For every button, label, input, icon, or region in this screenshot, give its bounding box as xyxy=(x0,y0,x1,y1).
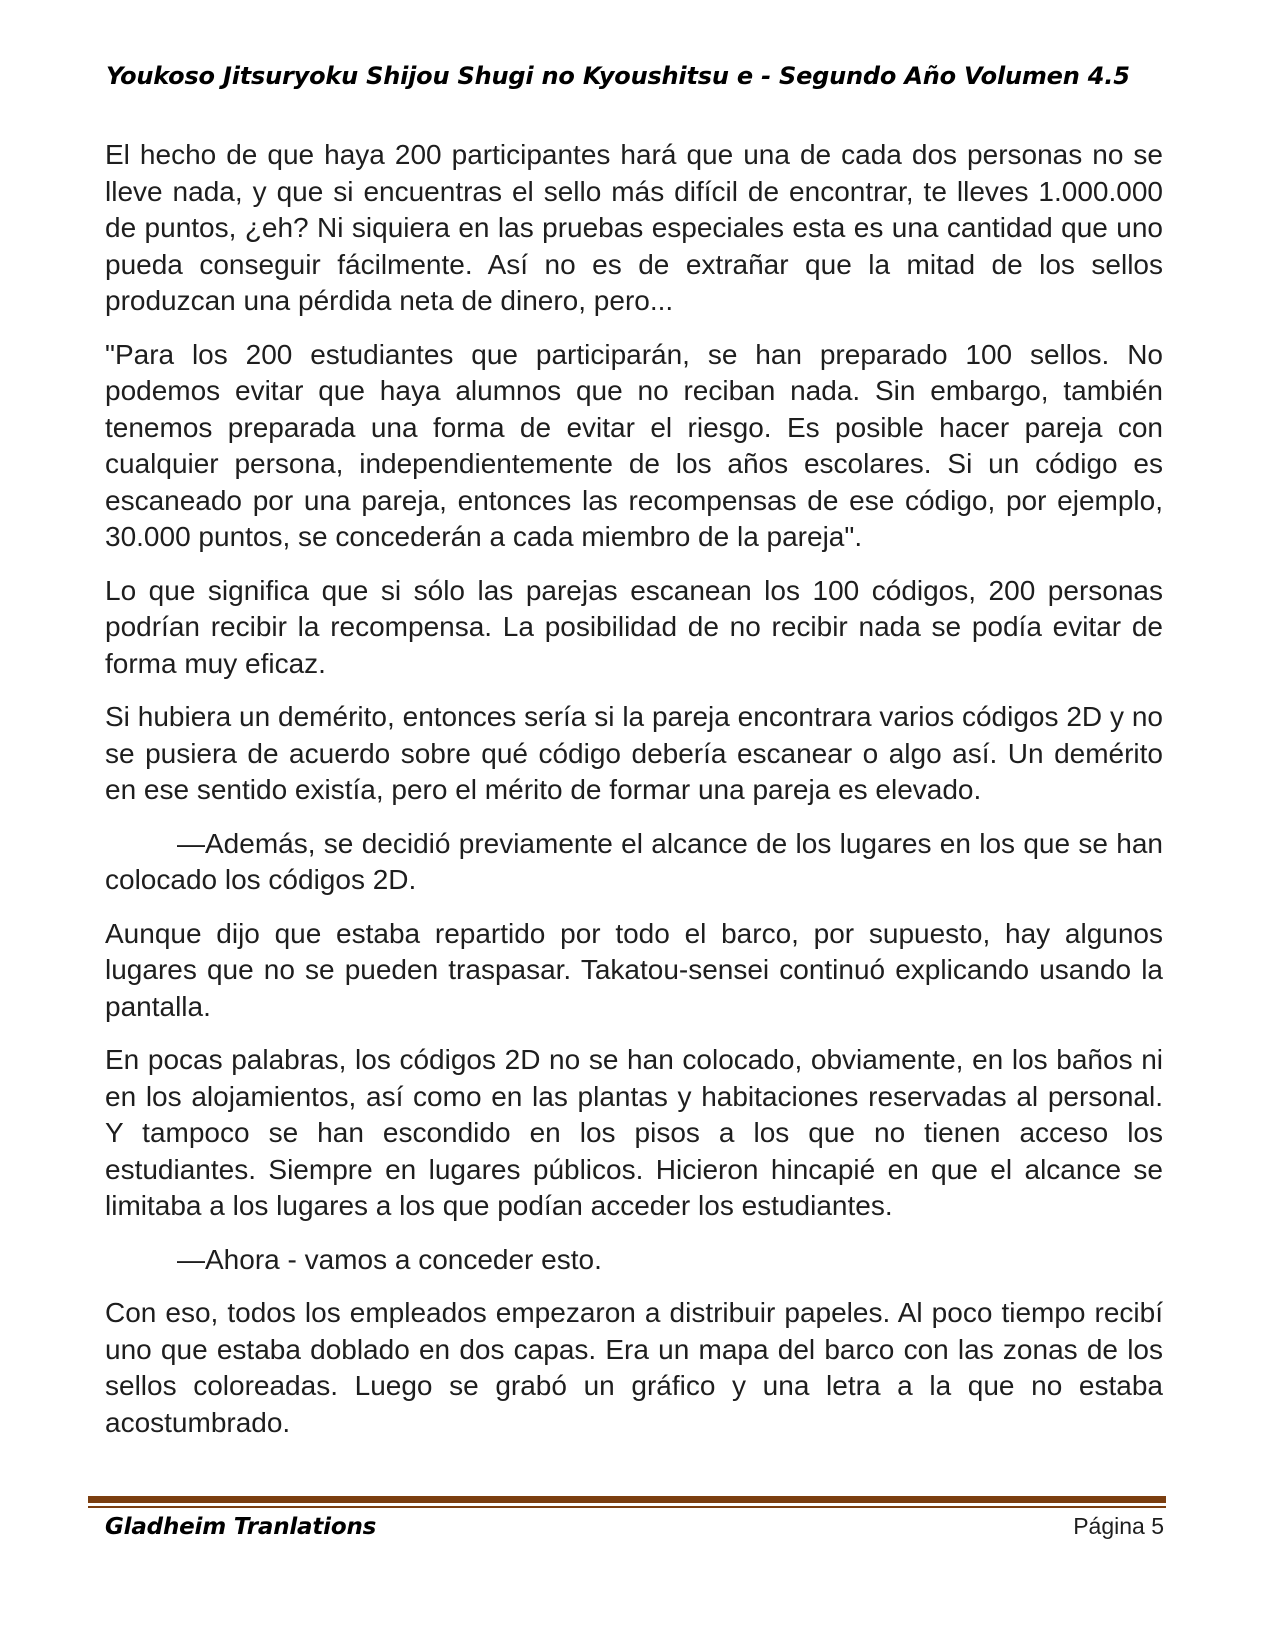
page-footer xyxy=(88,1496,1166,1540)
footer-translator-name: Gladheim Tranlations xyxy=(105,1514,377,1540)
paragraph: Lo que significa que si sólo las parejas escanean los 100 códigos, 200 personas podrían recibir la recompensa. La posibilidad de no recibir nada se podía evitar de forma muy eficaz. xyxy=(105,574,1163,679)
page-header-title: Youkoso Jitsuryoku Shijou Shugi no Kyoushitsu e - Segundo Año Volumen 4.5 xyxy=(106,62,1130,90)
footer-rule-thick xyxy=(88,1496,1166,1503)
paragraph: El hecho de que haya 200 participantes hará que una de cada dos personas no se lleve nada, y que si encuentras el sello más difícil de encontrar, te lleves 1.000.000 de puntos, ¿eh? Ni siquiera en las pruebas especiales esta es una cantidad que uno pueda conseguir fácilmente. Así no es de extrañar que la mitad de los sellos produzcan una pérdida neta de dinero, pero... xyxy=(105,139,1163,316)
paragraph: Si hubiera un demérito, entonces sería si la pareja encontrara varios códigos 2D y no se pusiera de acuerdo sobre qué código debería escanear o algo así. Un demérito en ese sentido existía, pero el mérito de formar una pareja es elevado. xyxy=(105,701,1163,805)
paragraph: Con eso, todos los empleados empezaron a distribuir papeles. Al poco tiempo recibí uno que estaba doblado en dos capas. Era un mapa del barco con las zonas de los sellos coloreadas. Luego se grabó un gráfico y una letra a la que no estaba acostumbrado. xyxy=(105,1297,1163,1438)
paragraph-dialogue: —Ahora - vamos a conceder esto. xyxy=(177,1243,602,1275)
footer-page-number: Página 5 xyxy=(1073,1513,1164,1539)
footer-text-row xyxy=(88,1508,1166,1540)
paragraph: En pocas palabras, los códigos 2D no se han colocado, obviamente, en los baños ni en los alojamientos, así como en las plantas y habitaciones reservadas al personal. Y tampoco se han escondido en los pisos a los que no tienen acceso los estudiantes. Siempre en lugares públicos. Hicieron hincapié en que el alcance se limitaba a los lugares a los que podían acceder los estudiantes. xyxy=(105,1044,1163,1221)
paragraph: Aunque dijo que estaba repartido por todo el barco, por supuesto, hay algunos lugares que no se pueden traspasar. Takatou-sensei continuó explicando usando la pantalla. xyxy=(105,917,1163,1022)
paragraph: "Para los 200 estudiantes que participarán, se han preparado 100 sellos. No podemos evitar que haya alumnos que no reciban nada. Sin embargo, también tenemos preparada una forma de evitar el riesgo. Es posible hacer pareja con cualquier persona, independientemente de los años escolares. Si un código es escaneado por una pareja, entonces las recompensas de ese código, por ejemplo, 30.000 puntos, se concederán a cada miembro de la pareja". xyxy=(105,338,1163,552)
paragraph-dialogue: —Además, se decidió previamente el alcance de los lugares en los que se han colocado los códigos 2D. xyxy=(105,827,1163,895)
page-body xyxy=(105,137,1163,1458)
